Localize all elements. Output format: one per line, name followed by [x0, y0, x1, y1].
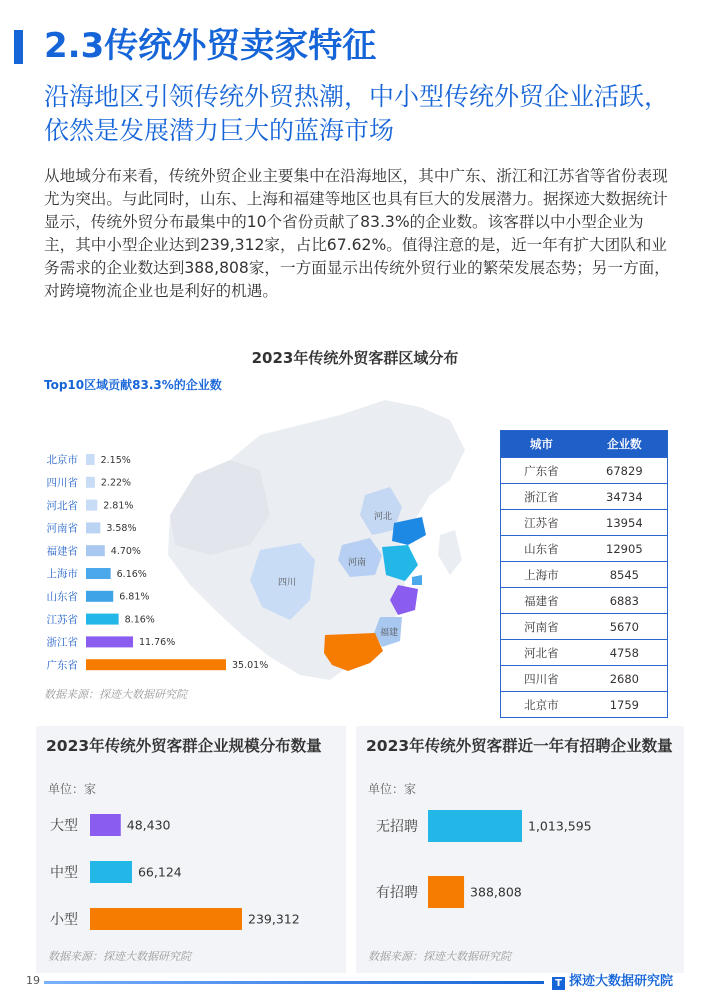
bar-value-label: 4.70% — [110, 546, 141, 558]
table-cell-count: 6883 — [582, 588, 668, 614]
bar-value-label: 2.81% — [103, 500, 134, 512]
bar-value-label: 11.76% — [139, 637, 176, 649]
bar-category-label: 四川省 — [46, 476, 78, 489]
bar-category-label: 无招聘 — [376, 818, 418, 835]
table-row — [501, 510, 668, 536]
bar-value-label: 1,013,595 — [528, 818, 592, 834]
title-accent-bar — [14, 30, 23, 64]
table-cell-city: 江苏省 — [501, 510, 582, 536]
table-row — [501, 588, 668, 614]
table-cell-city: 广东省 — [501, 458, 582, 484]
bar-category-label: 河北省 — [46, 499, 78, 512]
top10-region-bar-chart — [40, 448, 270, 678]
bar-category-label: 广东省 — [46, 659, 78, 672]
map-section-subtitle: Top10区域贡献83.3%的企业数 — [44, 378, 222, 392]
table-row — [501, 692, 668, 718]
page-number: 19 — [26, 974, 40, 987]
recruiting-panel — [356, 726, 684, 973]
company-size-data-source: 数据来源：探迹大数据研究院 — [48, 950, 191, 963]
bar-category-label: 山东省 — [46, 590, 78, 603]
company-size-panel — [36, 726, 346, 973]
bar-value-label: 388,808 — [470, 884, 522, 900]
bar-value-label: 8.16% — [124, 614, 155, 626]
bar — [90, 861, 132, 883]
bar — [86, 591, 113, 602]
bar — [86, 500, 97, 511]
map-label-fujian: 福建 — [380, 628, 399, 638]
bar-value-label: 35.01% — [232, 660, 269, 672]
region-guangdong — [324, 633, 383, 671]
bar-value-label: 239,312 — [248, 911, 300, 927]
table-cell-count: 34734 — [582, 484, 668, 510]
bar-category-label: 浙江省 — [46, 636, 78, 649]
table-cell-city: 山东省 — [501, 536, 582, 562]
table-row — [501, 614, 668, 640]
table-cell-count: 67829 — [582, 458, 668, 484]
body-paragraph: 从地域分布来看，传统外贸企业主要集中在沿海地区，其中广东、浙江和江苏省等省份表现尤为突出。与此同时，山东、上海和福建等地区也具有巨大的发展潜力。据探迹大数据统计显示，传统外贸分布最集中的10个省份贡献了83.3%的企业数。该客群以中小型企业为主，其中小型企业达到239,312家，占比67.62%。值得注意的是，近一年有扩大团队和业务需求的企业数达到388,808家，一方面显示出传统外贸行业的繁荣发展态势；另一方面，对跨境物流企业也是利好的机遇。 — [44, 167, 670, 300]
table-row — [501, 536, 668, 562]
table-cell-city: 北京市 — [501, 692, 582, 718]
table-row — [501, 562, 668, 588]
recruiting-bar-chart — [356, 726, 684, 973]
footer-brand-name: 探迹大数据研究院 — [569, 974, 674, 989]
table-cell-count: 13954 — [582, 510, 668, 536]
table-row — [501, 458, 668, 484]
bar-category-label: 上海市 — [46, 568, 78, 581]
bar — [428, 876, 464, 908]
table-cell-count: 12905 — [582, 536, 668, 562]
table-header-city: 城市 — [501, 431, 582, 458]
map-data-source: 数据来源：探迹大数据研究院 — [44, 688, 187, 701]
map-label-hebei: 河北 — [374, 512, 393, 522]
company-size-bar-chart — [36, 726, 346, 973]
bar — [86, 454, 95, 465]
table-cell-city: 河南省 — [501, 614, 582, 640]
table-row — [501, 640, 668, 666]
bar-category-label: 北京市 — [46, 454, 78, 467]
table-cell-city: 浙江省 — [501, 484, 582, 510]
table-cell-count: 4758 — [582, 640, 668, 666]
recruiting-unit: 单位：家 — [368, 782, 417, 796]
bar — [86, 477, 95, 488]
bar — [428, 810, 522, 842]
company-size-chart-title: 2023年传统外贸客群企业规模分布数量 — [46, 737, 322, 755]
bar — [86, 614, 119, 625]
bar-value-label: 3.58% — [106, 523, 137, 535]
table-header-row — [501, 431, 668, 458]
region-count-table — [500, 430, 668, 718]
bar — [86, 545, 105, 556]
map-label-sichuan: 四川 — [278, 578, 297, 588]
bar — [90, 814, 121, 836]
company-size-unit: 单位：家 — [48, 782, 97, 796]
table-cell-city: 福建省 — [501, 588, 582, 614]
bar-category-label: 江苏省 — [46, 613, 78, 626]
bar-category-label: 河南省 — [46, 522, 78, 535]
bar-category-label: 中型 — [50, 864, 78, 881]
bar-value-label: 2.22% — [100, 477, 132, 489]
table-cell-city: 四川省 — [501, 666, 582, 692]
table-cell-count: 8545 — [582, 562, 668, 588]
table-cell-count: 5670 — [582, 614, 668, 640]
bar-category-label: 有招聘 — [376, 884, 418, 901]
page-title: 2.3传统外贸卖家特征 — [44, 26, 377, 66]
bar-category-label: 福建省 — [46, 545, 78, 558]
recruiting-chart-title: 2023年传统外贸客群近一年有招聘企业数量 — [366, 737, 673, 755]
table-header-count: 企业数 — [582, 431, 668, 458]
bar-value-label: 2.15% — [100, 454, 131, 466]
bar-value-label: 66,124 — [137, 864, 182, 880]
bar — [86, 636, 133, 647]
brand-logo-icon: T — [552, 977, 565, 990]
table-cell-city: 上海市 — [501, 562, 582, 588]
footer-brand — [552, 970, 673, 990]
map-section-title: 2023年传统外贸客群区域分布 — [251, 349, 459, 367]
table-cell-count: 2680 — [582, 666, 668, 692]
map-label-henan: 河南 — [348, 558, 367, 568]
bar-value-label: 48,430 — [126, 817, 171, 833]
bar — [86, 659, 226, 670]
table-row — [501, 484, 668, 510]
table-cell-count: 1759 — [582, 692, 668, 718]
bar-value-label: 6.81% — [119, 591, 150, 603]
footer-divider — [44, 981, 544, 984]
table-row — [501, 666, 668, 692]
bar-category-label: 大型 — [50, 817, 78, 834]
recruiting-data-source: 数据来源：探迹大数据研究院 — [368, 950, 511, 963]
bar — [86, 568, 111, 579]
bar-value-label: 6.16% — [116, 568, 147, 580]
island-shape — [438, 530, 462, 575]
bar — [86, 522, 100, 533]
page-subtitle: 沿海地区引领传统外贸热潮，中小型传统外贸企业活跃，依然是发展潜力巨大的蓝海市场 — [44, 82, 670, 145]
bar — [90, 908, 242, 930]
region-shanghai — [412, 575, 422, 585]
table-cell-city: 河北省 — [501, 640, 582, 666]
bar-category-label: 小型 — [50, 911, 78, 928]
